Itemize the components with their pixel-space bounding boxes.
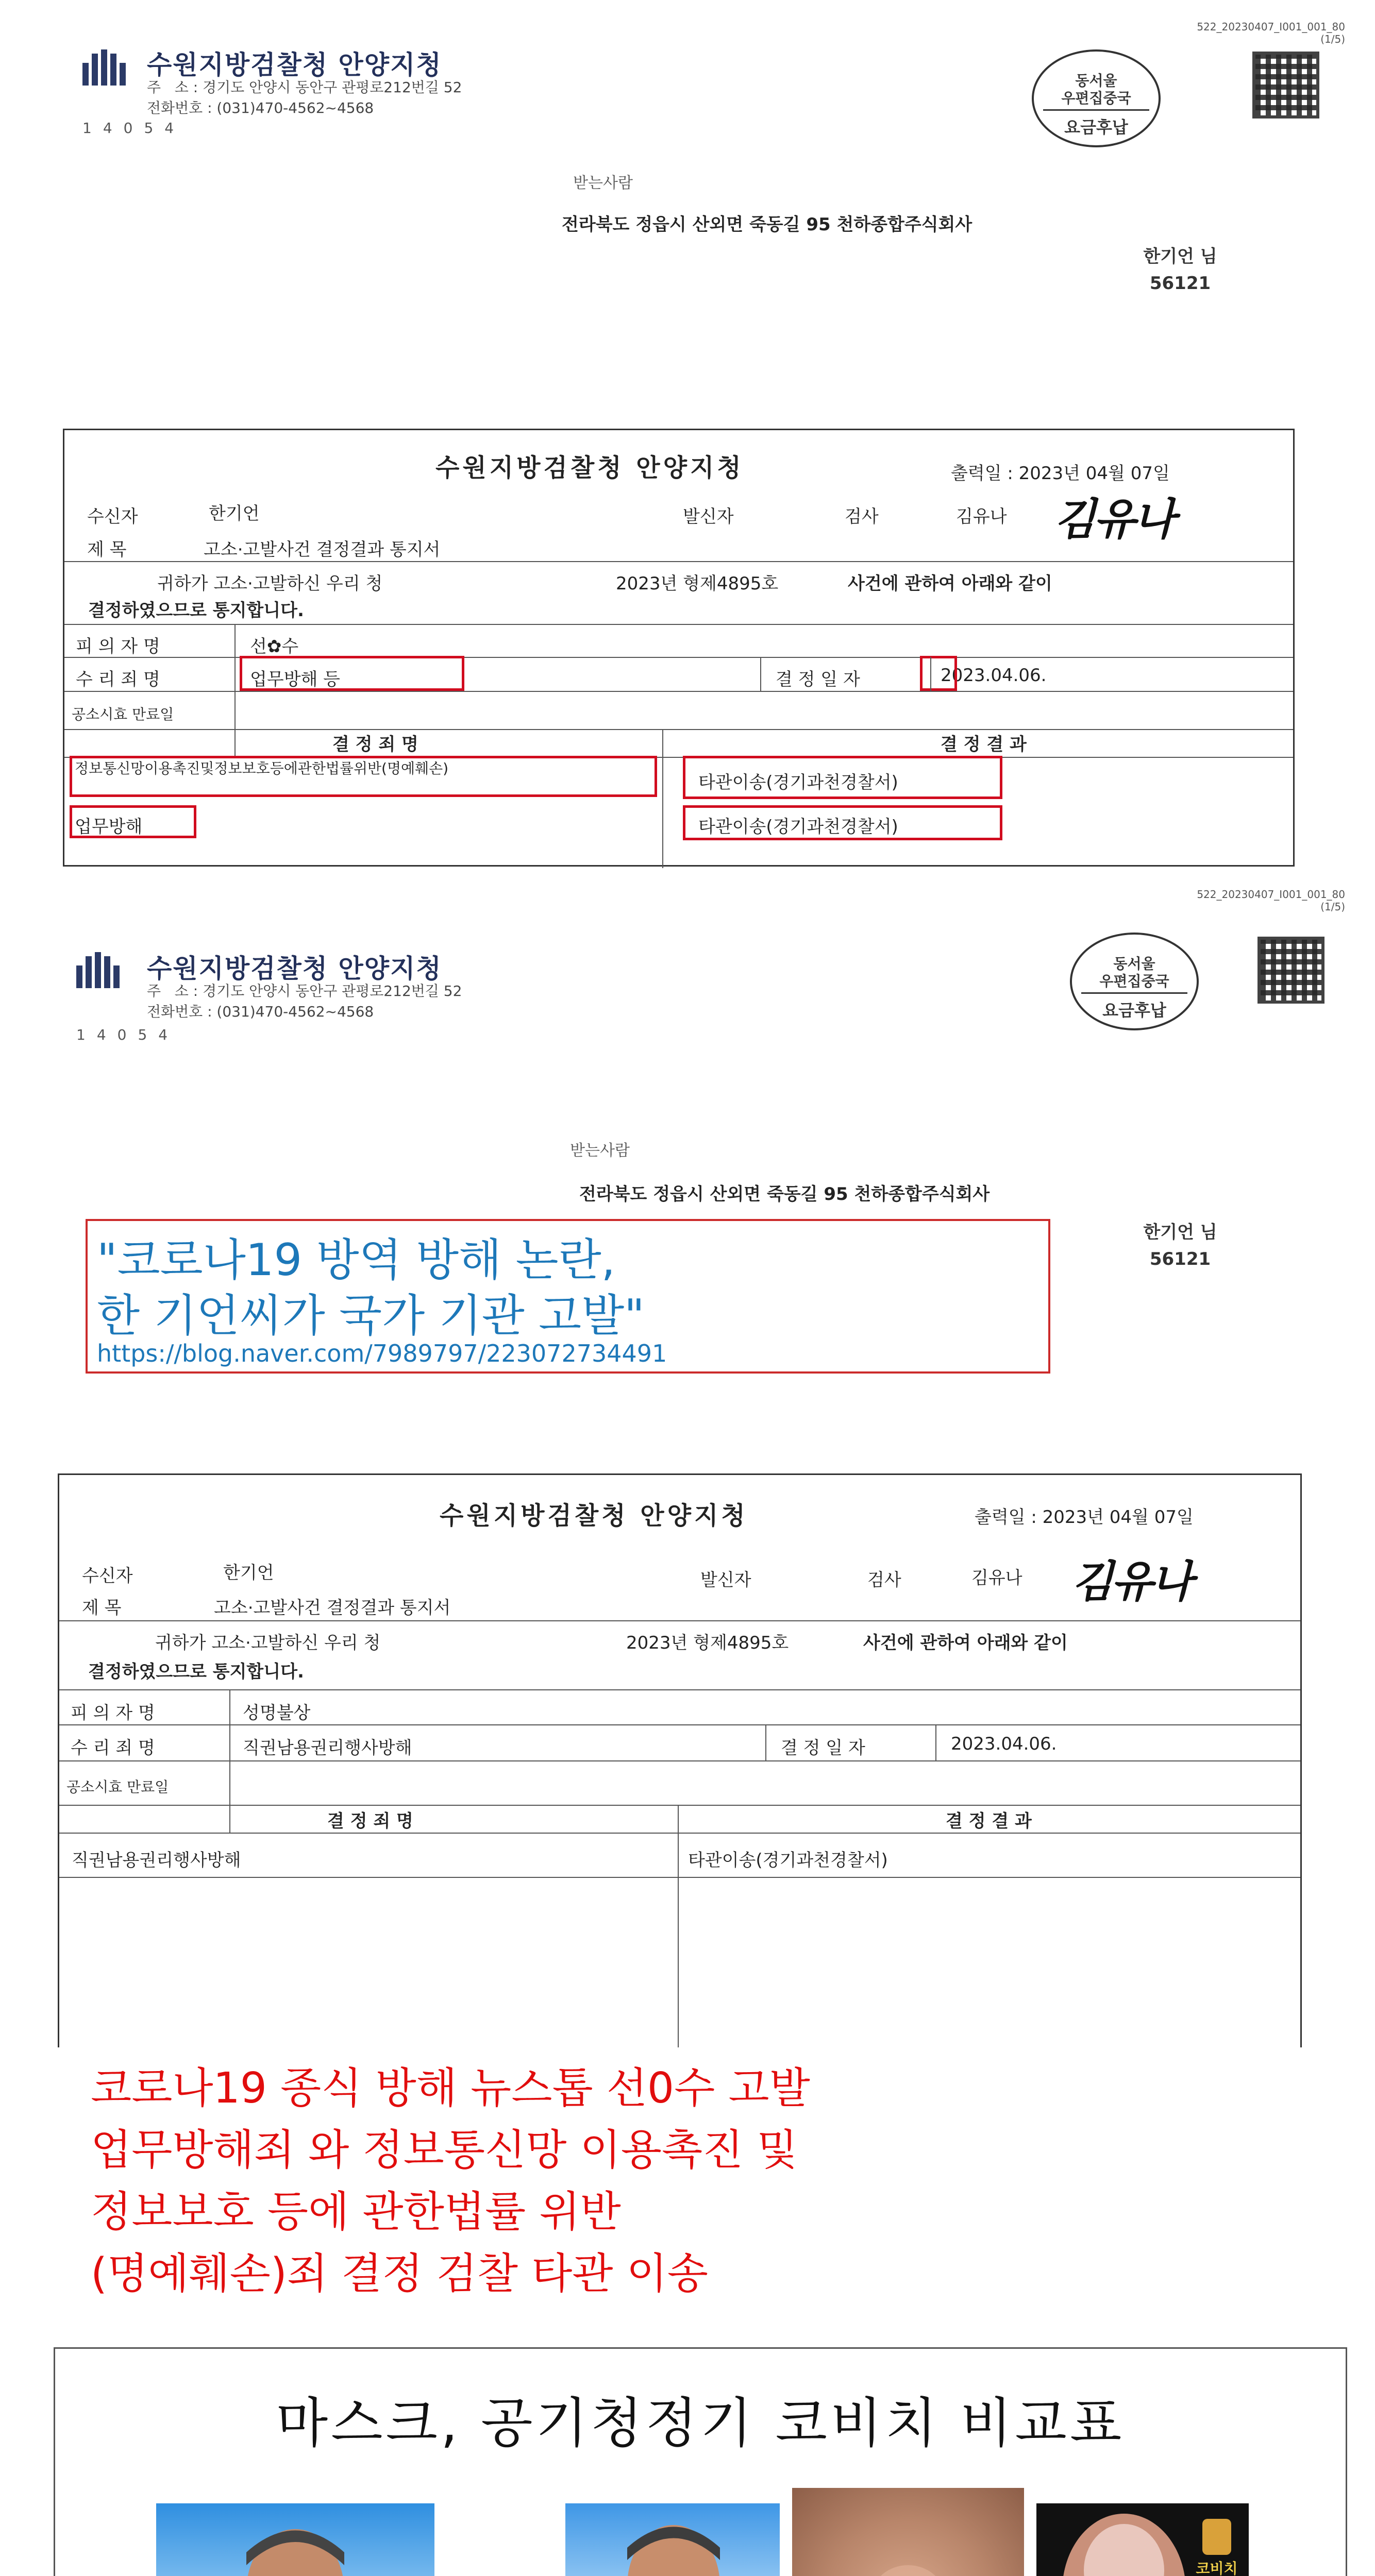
recipient-name bbox=[1103, 1219, 1257, 1273]
headline-line-1: "코로나19 방역 방해 논란, bbox=[97, 1234, 616, 1286]
recipient-zip: 56121 bbox=[1149, 1249, 1211, 1269]
decision-date-label: 결 정 일 자 bbox=[781, 1738, 865, 1758]
person-with-mask-icon bbox=[156, 2503, 434, 2576]
form-rule bbox=[760, 657, 761, 691]
form-rule bbox=[59, 1833, 1300, 1834]
form-rule bbox=[59, 1805, 1300, 1806]
comparison-chart bbox=[54, 2347, 1347, 2576]
postmark-divider bbox=[1081, 992, 1187, 994]
person-icon bbox=[565, 2503, 780, 2576]
form-title: 수원지방검찰청 안양지청 bbox=[440, 1501, 748, 1530]
postmark-top: 동서울 우편집중국 bbox=[1061, 72, 1131, 107]
column-header-result: 결 정 결 과 bbox=[946, 1811, 1032, 1832]
suspect-value: 성명불상 bbox=[243, 1703, 311, 1723]
postmark-top: 동서울 우편집중국 bbox=[1099, 955, 1169, 990]
subject-value: 고소·고발사건 결정결과 통지서 bbox=[204, 539, 441, 560]
notice-body-2: 사건에 관하여 아래와 같이 bbox=[863, 1633, 1068, 1653]
headline-line-2: 한 기언씨가 국가 기관 고발" bbox=[97, 1290, 645, 1342]
notice-body-3: 결정하였으므로 통지합니다. bbox=[88, 1662, 304, 1682]
form-rule bbox=[64, 624, 1293, 625]
overlay-line-2: 업무방해죄 와 정보통신망 이용촉진 및 bbox=[91, 2126, 798, 2175]
sender-address-1: 주 소 : 경기도 안양시 동안구 관평로212번길 52 bbox=[147, 79, 462, 96]
decision-date-label: 결 정 일 자 bbox=[776, 669, 860, 690]
recipient-name-text: 한기언 님 bbox=[1143, 246, 1217, 267]
recipient-name bbox=[1103, 243, 1257, 297]
recipient-address: 전라북도 정읍시 산외면 죽동길 95 천하종합주식회사 bbox=[562, 214, 972, 235]
from-role: 검사 bbox=[867, 1570, 901, 1590]
case-number: 2023년 형제4895호 bbox=[626, 1633, 789, 1653]
recipient-label: 받는사람 bbox=[573, 174, 633, 192]
subject-label: 제 목 bbox=[82, 1598, 122, 1618]
overlay-line-4: (명예훼손)죄 결정 검찰 타관 이송 bbox=[91, 2249, 709, 2298]
to-value: 한기언 bbox=[209, 503, 260, 524]
sender-office: 수원지방검찰청 안양지청 bbox=[147, 50, 442, 80]
from-role: 검사 bbox=[845, 506, 879, 527]
suspect-value: 선✿수 bbox=[250, 636, 299, 657]
case-number: 2023년 형제4895호 bbox=[616, 573, 779, 594]
column-header-charge: 결 정 죄 명 bbox=[327, 1811, 413, 1832]
overlay-line-1: 코로나19 종식 방해 뉴스톱 선0수 고발 bbox=[91, 2064, 810, 2113]
barcode-code: 522_20230407_I001_001_80 (1/5) bbox=[1197, 21, 1345, 45]
form-rule bbox=[930, 657, 931, 691]
overlay-line-3: 정보보호 등에 관한법률 위반 bbox=[91, 2188, 621, 2236]
prosecutor-signature: 김유나 bbox=[1054, 494, 1173, 545]
decision-date-value: 2023.04.06. bbox=[941, 665, 1047, 686]
recipient-label: 받는사람 bbox=[570, 1142, 630, 1160]
charge-value: 직권남용권리행사방해 bbox=[243, 1738, 412, 1758]
result-charge-1: 정보통신망이용촉진및정보보호등에관한법률위반(명예훼손) bbox=[75, 760, 449, 777]
form-rule bbox=[234, 624, 236, 757]
form-rule bbox=[59, 1620, 1300, 1621]
notice-body-3: 결정하였으므로 통지합니다. bbox=[88, 600, 304, 621]
recipient-address: 전라북도 정읍시 산외면 죽동길 95 천하종합주식회사 bbox=[579, 1184, 990, 1205]
suspect-label: 피 의 자 명 bbox=[76, 636, 160, 657]
to-value: 한기언 bbox=[223, 1563, 274, 1583]
decision-date-value: 2023.04.06. bbox=[951, 1734, 1057, 1754]
result-charge-2-highlight bbox=[70, 805, 196, 838]
result-outcome-1: 타관이송(경기과천경찰서) bbox=[698, 772, 898, 793]
from-label: 발신자 bbox=[683, 506, 734, 527]
from-name: 김유나 bbox=[971, 1568, 1022, 1588]
overlay-caption bbox=[0, 2047, 1375, 2326]
postmark-stamp bbox=[1032, 49, 1161, 147]
column-header-charge: 결 정 죄 명 bbox=[332, 734, 418, 755]
sender-zip: 14054 bbox=[82, 120, 186, 137]
blog-link[interactable]: https://blog.naver.com/7989797/223072734491 bbox=[97, 1340, 667, 1367]
result-outcome-1: 타관이송(경기과천경찰서) bbox=[688, 1850, 888, 1871]
postmark-divider bbox=[1043, 109, 1149, 111]
form-rule bbox=[662, 729, 663, 868]
sender-office: 수원지방검찰청 안양지청 bbox=[147, 954, 442, 984]
sender-address-2: 전화번호 : (031)470-4562~4568 bbox=[147, 1003, 374, 1020]
qr-code-icon bbox=[1257, 937, 1324, 1004]
qr-code-icon bbox=[1252, 52, 1319, 118]
charge-label: 수 리 죄 명 bbox=[71, 1738, 155, 1758]
person-with-mask-photo bbox=[156, 2503, 434, 2576]
form-rule bbox=[59, 1724, 1300, 1725]
decision-notice-form bbox=[63, 429, 1295, 867]
prosecution-emblem-icon bbox=[82, 49, 132, 86]
column-header-result: 결 정 결 과 bbox=[941, 734, 1027, 755]
form-rule bbox=[64, 691, 1293, 692]
result-outcome-2: 타관이송(경기과천경찰서) bbox=[698, 817, 898, 837]
sender-zip: 14054 bbox=[76, 1026, 179, 1043]
postmark-bottom: 요금후납 bbox=[1102, 1001, 1166, 1020]
notice-envelope-1 bbox=[0, 0, 1375, 871]
nose-photo bbox=[792, 2488, 1024, 2576]
form-title: 수원지방검찰청 안양지청 bbox=[435, 453, 744, 482]
prosecutor-signature: 김유나 bbox=[1071, 1556, 1191, 1607]
kobichi-size-label: 코비치 bbox=[1196, 2560, 1238, 2576]
statute-label: 공소시효 만료일 bbox=[72, 706, 174, 723]
subject-value: 고소·고발사건 결정결과 통지서 bbox=[214, 1598, 451, 1618]
to-label: 수신자 bbox=[87, 506, 138, 527]
person-photo bbox=[565, 2503, 780, 2576]
form-rule bbox=[59, 1689, 1300, 1690]
notice-body-2: 사건에 관하여 아래와 같이 bbox=[848, 573, 1052, 594]
thumbnail-photo bbox=[1036, 2503, 1249, 2576]
charge-value: 업무방해 등 bbox=[250, 669, 341, 690]
subject-label: 제 목 bbox=[87, 539, 127, 560]
form-rule bbox=[935, 1724, 936, 1760]
form-rule bbox=[64, 561, 1293, 562]
notice-body-1: 귀하가 고소·고발하신 우리 청 bbox=[155, 1633, 381, 1653]
notice-envelope-2 bbox=[0, 876, 1375, 2329]
postmark-bottom: 요금후납 bbox=[1064, 117, 1128, 137]
suspect-label: 피 의 자 명 bbox=[71, 1703, 155, 1723]
from-name: 김유나 bbox=[956, 506, 1007, 527]
print-date: 출력일 : 2023년 04월 07일 bbox=[951, 463, 1170, 484]
from-label: 발신자 bbox=[700, 1570, 751, 1590]
news-headline-banner bbox=[86, 1219, 1050, 1374]
barcode-code: 522_20230407_I001_001_80 (1/5) bbox=[1197, 888, 1345, 913]
form-rule bbox=[64, 729, 1293, 730]
sender-address-1: 주 소 : 경기도 안양시 동안구 관평로212번길 52 bbox=[147, 982, 462, 999]
result-charge-2: 업무방해 bbox=[75, 817, 143, 837]
recipient-name-text: 한기언 님 bbox=[1143, 1222, 1217, 1243]
statute-label: 공소시효 만료일 bbox=[66, 1778, 169, 1795]
form-rule bbox=[59, 1760, 1300, 1761]
result-outcome-1-highlight bbox=[683, 756, 1002, 799]
comparison-title: 마스크, 공기청정기 코비치 비교표 bbox=[276, 2392, 1125, 2454]
form-rule bbox=[59, 1877, 1300, 1878]
decision-notice-form bbox=[58, 1473, 1302, 2143]
nose-icon bbox=[792, 2488, 1024, 2576]
postmark-stamp bbox=[1070, 933, 1199, 1030]
prosecution-emblem-icon bbox=[76, 952, 126, 988]
result-charge-1-highlight bbox=[70, 756, 657, 797]
charge-label: 수 리 죄 명 bbox=[76, 669, 160, 690]
result-outcome-2-highlight bbox=[683, 805, 1002, 840]
recipient-zip: 56121 bbox=[1149, 273, 1211, 294]
sender-address-2: 전화번호 : (031)470-4562~4568 bbox=[147, 99, 374, 116]
result-charge-1: 직권남용권리행사방해 bbox=[72, 1850, 241, 1871]
print-date: 출력일 : 2023년 04월 07일 bbox=[975, 1507, 1194, 1528]
to-label: 수신자 bbox=[82, 1566, 133, 1586]
notice-body-1: 귀하가 고소·고발하신 우리 청 bbox=[157, 573, 383, 594]
form-rule bbox=[765, 1724, 766, 1760]
charge-highlight bbox=[240, 656, 464, 691]
decision-date-highlight bbox=[920, 656, 957, 691]
